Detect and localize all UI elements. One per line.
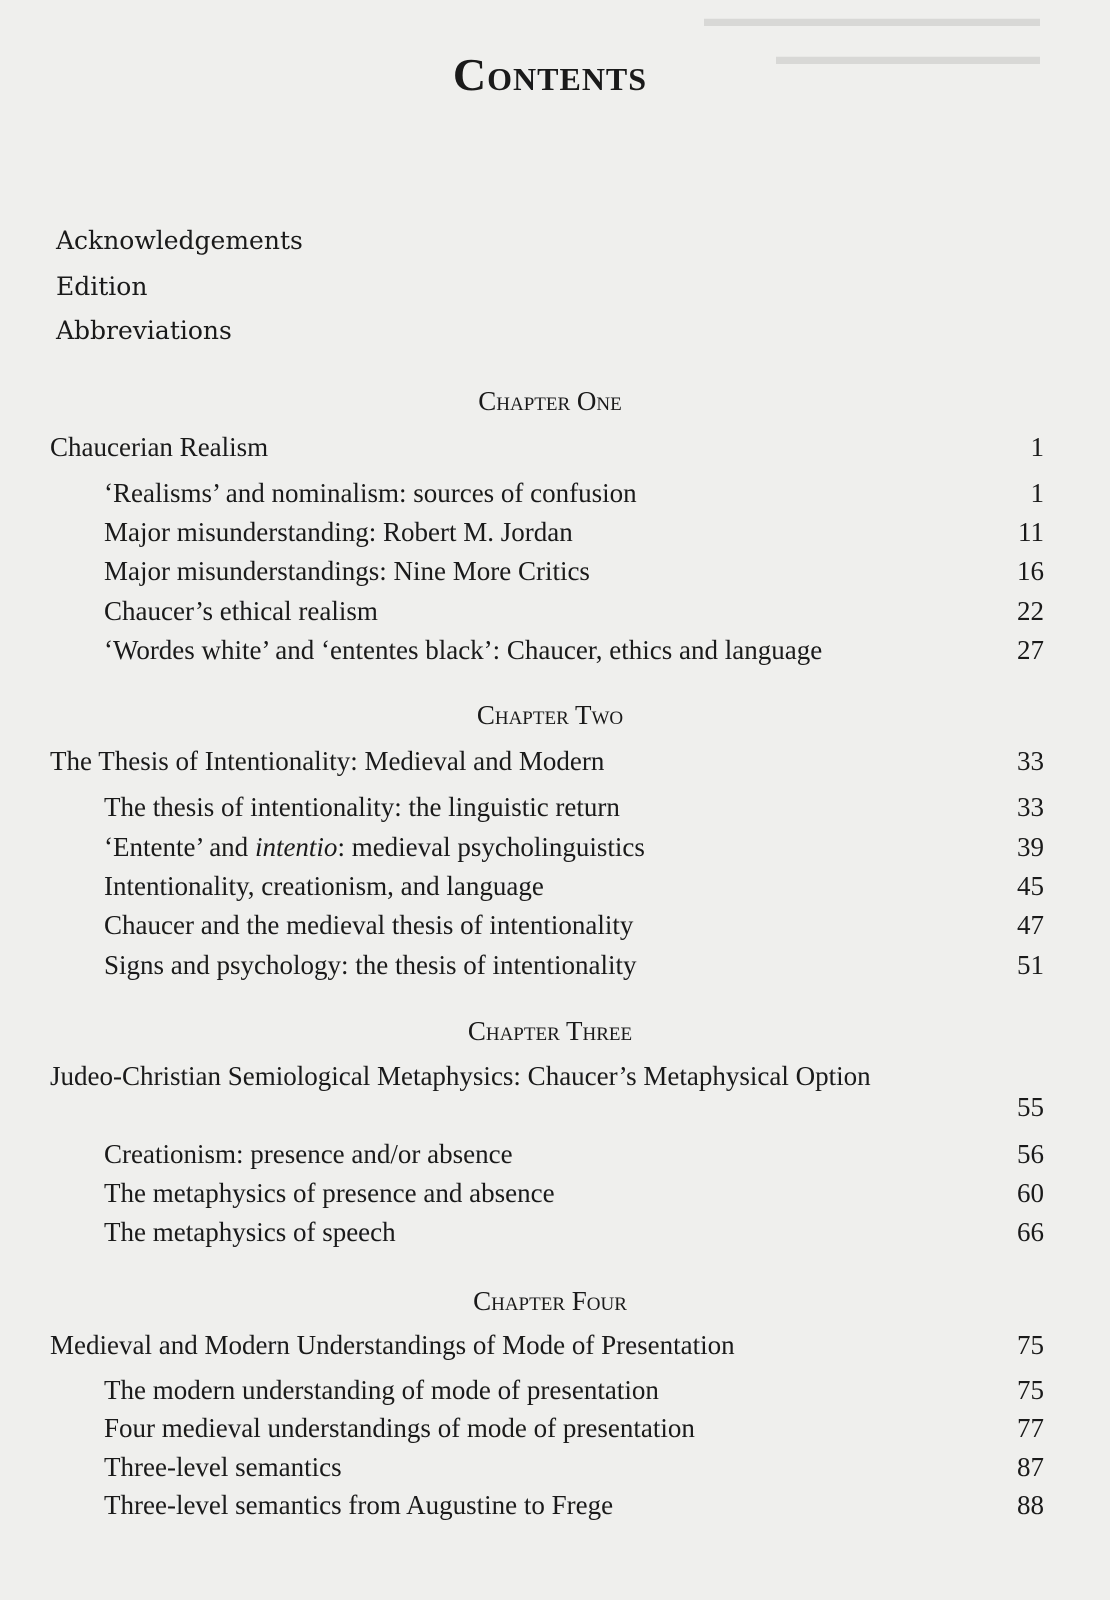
entry-page: 16 [1017,556,1044,586]
entry-label: ‘Wordes white’ and ‘ententes black’: Chaucer, ethics and language [104,635,823,665]
entry-page: 56 [1017,1139,1044,1169]
entry-label-part: ‘Entente’ and [104,832,255,862]
entry-page: 75 [1017,1330,1044,1360]
entry-label: Creationism: presence and/or absence [104,1139,513,1169]
chapter-heading: Chapter Four [473,1286,627,1316]
entry-label: Three-level semantics from Augustine to Frege [104,1490,614,1520]
entry-label: Intentionality, creationism, and language [104,871,544,901]
entry-label: The modern understanding of mode of presentation [104,1375,659,1405]
entry-page: 75 [1017,1375,1044,1405]
entry-label: Chaucerian Realism [50,432,269,462]
entry-page: 55 [1017,1092,1044,1122]
entry-label: Judeo-Christian Semiological Metaphysics: Chaucer’s Metaphysical Option [50,1061,871,1091]
entry-label: Chaucer’s ethical realism [104,596,378,626]
entry-page: 1 [1030,478,1044,508]
entry-page: 27 [1017,635,1044,665]
entry-page: 47 [1017,910,1044,940]
entry-page: 45 [1017,871,1044,901]
toc-entry-main[interactable] [0,1060,1110,1130]
front-matter-abbreviations[interactable]: Abbreviations [56,316,232,345]
entry-label: The metaphysics of speech [104,1217,396,1247]
chapter-heading: Chapter Two [476,700,624,730]
entry-label: Four medieval understandings of mode of presentation [104,1413,695,1443]
entry-label: The metaphysics of presence and absence [104,1178,555,1208]
entry-label: ‘Realisms’ and nominalism: sources of confusion [104,478,637,508]
entry-page: 77 [1017,1413,1044,1443]
entry-page: 51 [1017,950,1044,980]
entry-label: Three-level semantics [104,1452,342,1482]
entry-label-emphasis: intentio [254,832,338,862]
entry-page: 88 [1017,1490,1044,1520]
bleed-through: ▬▬▬▬▬▬▬▬▬▬▬▬▬▬ ▬▬▬▬▬▬▬▬▬▬▬ [704,6,1040,70]
chapter-heading: Chapter Three [467,1016,633,1046]
entry-page: 22 [1017,596,1044,626]
entry-label: The thesis of intentionality: the linguistic return [104,792,620,822]
entry-label [104,832,645,863]
entry-label: Major misunderstanding: Robert M. Jordan [104,517,573,547]
entry-page: 66 [1017,1217,1044,1247]
entry-label-part: : medieval psycholinguistics [337,832,645,862]
front-matter-edition[interactable]: Edition [56,272,148,301]
entry-page: 87 [1017,1452,1044,1482]
entry-page: 33 [1017,792,1044,822]
entry-page: 1 [1030,432,1044,462]
front-matter-acknowledgements[interactable]: Acknowledgements [56,226,303,255]
entry-page: 60 [1017,1178,1044,1208]
entry-label: Major misunderstandings: Nine More Critics [104,556,590,586]
entry-page: 11 [1018,517,1044,547]
entry-label: The Thesis of Intentionality: Medieval and Modern [50,746,605,776]
chapter-heading: Chapter One [478,386,622,416]
entry-label: Signs and psychology: the thesis of intentionality [104,950,637,980]
entry-label: Medieval and Modern Understandings of Mode of Presentation [50,1330,735,1360]
entry-page: 39 [1017,832,1044,862]
entry-label: Chaucer and the medieval thesis of intentionality [104,910,634,940]
entry-page: 33 [1017,746,1044,776]
page-title: Contents [452,49,648,100]
